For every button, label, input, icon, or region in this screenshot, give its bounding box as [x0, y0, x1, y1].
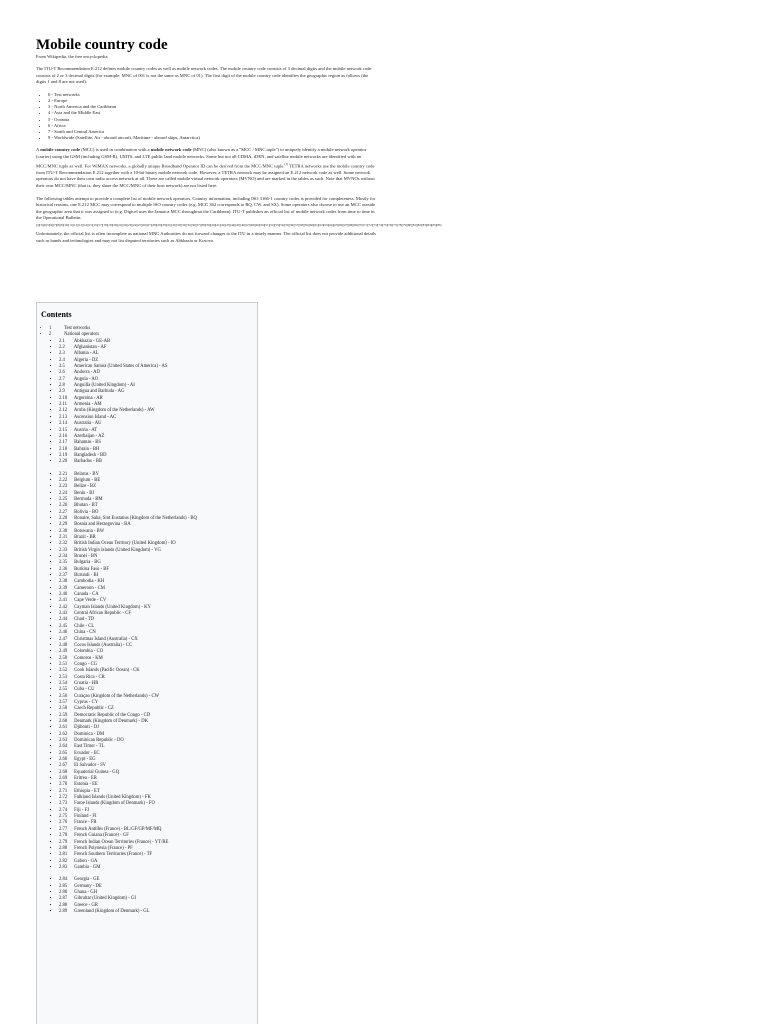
toc-item-label: Ecuador - EC	[74, 750, 100, 756]
reference-links[interactable]: [2][3][4][5][6][7][8][9][10][11][12][13][14][15][16][17][18][19][20][21][22][23][24][25][26][27][28][29][30][31][32][33][34][35][36][37][38][39][40][41][42][43][44][45][46][47][48][49][50][51][52][53][54][55][56][57][58][59][60][61][62][63][64][65][66][67][68][69][70][71][72][73][74][75][76][77][78][79][80][81][82][83][84][85][86]	[36, 222, 442, 227]
toc-item-label: Algeria - DZ	[73, 357, 99, 363]
toc-item-label: Comoros - KM	[74, 655, 103, 661]
toc-item-label: Chile - CL	[74, 623, 95, 629]
toc-item-number: 2.41	[59, 598, 68, 604]
toc-item-number: 2.39	[59, 585, 68, 591]
toc-item-label: Gibraltar (United Kingdom) - GI	[74, 896, 136, 902]
toc-item-number: 2.76	[59, 820, 68, 826]
toc-item-number: 2.37	[59, 573, 68, 579]
toc-item-number: 2.59	[59, 712, 68, 718]
region-item: • 2 - Europe	[48, 98, 376, 104]
toc-item-label: Andorra - AD	[73, 370, 100, 376]
toc-item-label: Ascension Island - AC	[73, 414, 117, 420]
toc-item-label: Gambia - GM	[74, 864, 101, 870]
toc-item-label: Dominica - DM	[74, 731, 105, 737]
toc-item-number: 2.50	[59, 655, 68, 661]
text-run: A	[36, 147, 41, 153]
toc-item-label: Czech Republic - CZ	[74, 706, 114, 712]
toc-item[interactable]	[49, 332, 257, 915]
toc-item-number: 2.40	[59, 592, 68, 598]
toc-item-number: 2.84	[59, 877, 68, 883]
toc-item-number: 2.67	[59, 763, 68, 769]
toc-item-number: 2.69	[59, 776, 68, 782]
toc-item-number: 2.47	[59, 636, 68, 642]
toc-item-number: 2.28	[59, 515, 68, 521]
toc-item-label: Burundi - BI	[74, 573, 99, 579]
bold-term-mnc[interactable]: mobile network code	[150, 147, 192, 153]
toc-item-number: 2.26	[59, 503, 68, 509]
toc-item-label: Democratic Republic of the Congo - CD	[74, 712, 151, 718]
toc-item-number: 2.18	[59, 446, 68, 452]
toc-item-number: 2.62	[59, 731, 68, 737]
toc-item-number: 2.3	[59, 351, 65, 357]
region-item: • 9 - Worldwide (Satellite, Air - aboard aircraft, Maritime - aboard ships, Antarctica)	[48, 135, 376, 141]
toc-item-label: Bahamas - BS	[74, 440, 101, 446]
toc-item-number: 2.82	[59, 858, 68, 864]
toc-item-label: Ghana - GH	[74, 889, 98, 895]
toc-item-label: French Southern Territories (France) - TF	[74, 852, 153, 858]
toc-item-label: Argentina - AR	[73, 395, 103, 401]
toc-item-number: 2.64	[59, 744, 68, 750]
toc-item-number: 2.53	[59, 674, 68, 680]
toc-item-label: Antigua and Barbuda - AG	[73, 389, 125, 395]
toc-item-number: 2.52	[59, 668, 68, 674]
toc-item-label: Afghanistan - AF	[73, 345, 107, 351]
toc-item-label: Colombia - CO	[74, 649, 104, 655]
toc-item-number: 2	[49, 332, 52, 338]
toc-item-number: 2.73	[59, 801, 68, 807]
toc-item-label: Faroe Islands (Kingdom of Denmark) - FO	[74, 801, 155, 807]
tables-paragraph	[36, 195, 442, 245]
toc-item-label: Djibouti - DJ	[74, 725, 99, 731]
toc-item[interactable]	[59, 909, 257, 915]
toc-item-label: French Polynesia (France) - PF	[74, 845, 133, 851]
toc-item-number: 2.31	[59, 535, 68, 540]
toc-item-label: Austria - AT	[73, 427, 98, 433]
text-run: (MCC) is used in combination with a	[80, 147, 151, 153]
toc-item-number: 2.30	[59, 528, 68, 534]
region-item: • 5 - Oceania	[48, 117, 376, 123]
toc-item-number: 2.86	[59, 889, 68, 895]
toc-item-label: National operators	[64, 332, 99, 338]
toc-item-number: 2.38	[59, 579, 68, 585]
text-run: Unfortunately, the official list is often incomplete as national MNC Authorities do not forward changes to the ITU in a timely manner. The official list does not provide additional details such as bands and technologies and may not list disputed territories such as Abkhazia or Kosovo.	[36, 231, 376, 243]
toc-item-number: 2.11	[59, 402, 68, 408]
toc-item-number: 2.25	[59, 496, 68, 502]
toc-item-label: French Indian Ocean Territories (France) - YT/RE	[74, 839, 169, 845]
toc-item-number: 2.13	[59, 414, 68, 420]
toc-item-label: China - CN	[74, 630, 96, 636]
toc-item-label: Cameroon - CM	[74, 585, 105, 591]
region-item: • 4 - Asia and the Middle East	[48, 110, 376, 116]
region-list	[36, 92, 376, 142]
toc-item-label: Brunei - BN	[74, 554, 98, 560]
toc-item-label: Christmas Island (Australia) - CX	[74, 636, 138, 642]
toc-item-label: Cayman Islands (United Kingdom) - KY	[74, 604, 151, 610]
mcc-paragraph	[36, 147, 376, 189]
toc-item-label: Brazil - BR	[74, 535, 96, 540]
toc-item-label: Belarus - BY	[74, 471, 99, 477]
region-item: • 6 - Africa	[48, 123, 376, 129]
toc-item-label: Belgium - BE	[74, 477, 101, 483]
toc-item-label: Greenland (Kingdom of Denmark) - GL	[74, 908, 150, 914]
toc-item-number: 2.35	[59, 560, 68, 566]
reference-link[interactable]: [1]	[284, 161, 288, 166]
toc-item-label: Georgia - GE	[74, 877, 100, 883]
toc-item-number: 2.54	[59, 680, 68, 686]
toc-item-label: El Salvador - SV	[74, 763, 107, 769]
toc-item-number: 2.89	[59, 908, 68, 914]
toc-item-number: 2.65	[59, 750, 68, 756]
toc-item-number: 2.17	[59, 440, 68, 446]
toc-item-label: Aruba (Kingdom of the Netherlands) - AW	[73, 408, 155, 414]
toc-item-number: 2.66	[59, 757, 68, 763]
toc-item-label: Falkland Islands (United Kingdom) - FK	[74, 795, 151, 801]
toc-item-label: Albania - AL	[73, 351, 99, 357]
toc-item-number: 2.61	[59, 725, 68, 731]
toc-item-label: Cocos Islands (Australia) - CC	[74, 642, 132, 648]
toc-item-label: Cyprus - CY	[74, 699, 99, 705]
toc-item-label: Australia - AU	[73, 421, 102, 427]
bold-term-mcc[interactable]: mobile country code	[40, 147, 81, 153]
toc-item-number: 2.56	[59, 693, 68, 699]
toc-item-label: Bosnia and Herzegovina - BA	[74, 522, 131, 528]
toc-item-label: Germany - DE	[74, 883, 102, 889]
toc-item-number: 2.49	[59, 649, 68, 655]
toc-item-number: 2.9	[59, 389, 65, 395]
text-run: TETRA networks use the mobile country code from ITU-T Recommendation E.212 together with a 10-bit binary mobile network code. However, a TETRA network may be assigned an E.212 network code as well. Some network operators do not have their own radio access network at all. These are called mobile virtual network operators (MVNO) and are marked in the tables as such. Note that MVNOs without their own MCC/MNC (that is, they share the MCC/MNC of their host network) are not listed here.	[36, 163, 375, 188]
toc-item-number: 2.36	[59, 566, 68, 572]
toc-item-number: 2.57	[59, 699, 68, 705]
toc-item-number: 2.74	[59, 807, 68, 813]
toc-item-label: Gabon - GA	[74, 858, 98, 864]
toc-item-number: 2.16	[59, 433, 68, 439]
toc-item-label: French Antilles (France) - BL/GF/GP/MF/MQ	[74, 826, 162, 832]
toc-item-number: 2.27	[59, 509, 68, 515]
toc-item-label: Dominican Republic - DO	[74, 738, 124, 743]
toc-item-number: 2.81	[59, 852, 68, 858]
toc-item-label: Equatorial Guinea - GQ	[74, 769, 120, 775]
toc-item-label: British Indian Ocean Territory (United Kingdom) - IO	[74, 541, 176, 547]
toc-item-label: Finland - FI	[74, 814, 97, 820]
toc-item-number: 2.6	[59, 370, 65, 376]
toc-item-label: Bangladesh - BD	[74, 452, 107, 458]
toc-item-number: 2.19	[59, 452, 68, 458]
toc-item-number: 2.20	[59, 459, 68, 465]
toc-item-number: 2.29	[59, 522, 68, 528]
article-body	[36, 36, 442, 244]
toc-item-label: Armenia - AM	[73, 402, 102, 408]
toc-item-label: Denmark (Kingdom of Denmark) - DK	[74, 718, 148, 724]
toc-item-number: 2.8	[59, 383, 65, 389]
toc-item-label: Bermuda - BM	[74, 496, 103, 502]
toc-item-label: Bhutan - BT	[74, 503, 98, 509]
toc-item-label: British Virgin Islands (United Kingdom) - VG	[74, 547, 161, 553]
toc-top-list	[41, 326, 257, 915]
toc-item-label: Bahrain - BH	[74, 446, 100, 452]
toc-item-label: France - FR	[74, 820, 97, 826]
toc-item-label: Cook Islands (Pacific Ocean) - CK	[74, 668, 140, 674]
toc-item-label: Benin - BJ	[74, 490, 95, 496]
toc-item-number: 2.63	[59, 738, 68, 743]
toc-item-number: 2.2	[59, 345, 65, 351]
toc-item-label: Botswana - BW	[74, 528, 105, 534]
toc-item-label: Chad - TD	[74, 617, 95, 623]
toc-item-label: Barbados - BB	[74, 459, 103, 465]
toc-item-label: American Samoa (United States of America) - AS	[73, 364, 168, 370]
toc-item-label: Ethiopia - ET	[74, 788, 100, 794]
toc-item-number: 2.7	[59, 376, 65, 382]
toc-item-label: French Guiana (France) - GF	[74, 833, 129, 839]
toc-item-label: Greece - GR	[74, 902, 98, 908]
toc-item-label: Azerbaijan - AZ	[73, 433, 105, 439]
toc-item-number: 2.33	[59, 547, 68, 553]
intro-paragraph: The ITU-T Recommendation E.212 defines mobile country codes as well as mobile network codes. The mobile country code consists of 3 decimal digits and the mobile network code consists of 2 or 3 decimal digits (for example: MNC of 001 is not the same as MNC of 01). The first digit of the mobile country code identifies the geographic region as follows (the digits 1 and 8 are not used):	[36, 66, 372, 85]
toc-item-label: Angola - AO	[73, 376, 99, 382]
toc-item-label: Fiji - FJ	[74, 807, 90, 813]
toc-item-number: 2.5	[59, 364, 65, 370]
toc-item-label: Bonaire, Saba, Sint Eustatius (Kingdom of the Netherlands) - BQ	[74, 515, 197, 521]
region-item: • 0 - Test networks	[48, 92, 376, 98]
page-title: Mobile country code	[36, 37, 168, 53]
toc-item-number: 2.75	[59, 814, 68, 820]
region-item: • 3 - North America and the Caribbean	[48, 104, 376, 110]
toc-item-label: Egypt - EG	[74, 757, 96, 763]
toc-item-number: 2.55	[59, 687, 68, 693]
toc-item-number: 2.85	[59, 883, 68, 889]
toc-item-number: 2.68	[59, 769, 68, 775]
toc-item-label: East Timor - TL	[74, 744, 105, 750]
toc-item-number: 2.22	[59, 477, 68, 483]
toc-item-label: Anguilla (United Kingdom) - AI	[73, 383, 135, 389]
toc-item-number: 2.4	[59, 357, 65, 363]
toc-item-label: Bulgaria - BG	[74, 560, 101, 566]
table-of-contents	[36, 302, 258, 1024]
toc-item-label: Cape Verde - CV	[74, 598, 107, 604]
toc-sublist	[49, 339, 257, 916]
text-run: The following tables attempt to provide a complete list of mobile network operators. Country information, including ISO 3166-1 country codes is provided for completeness. Mostly for historical reasons, one E.212 MCC may correspond to multiple ISO country codes (e.g. MCC 362 corresponds to BQ, CW, and SX). Some operators also choose to use an MCC outside the geographic area that it was assigned to (e.g. Digicel uses the Jamaica MCC throughout the Caribbean). ITU-T publishes an official list of mobile network codes from time to time in the Operational Bulletin.	[36, 195, 376, 221]
toc-item-number: 2.42	[59, 604, 68, 610]
toc-item-number: 2.79	[59, 839, 68, 845]
toc-item-label: Cambodia - KH	[74, 579, 105, 585]
toc-item-number: 2.60	[59, 718, 68, 724]
toc-item-number: 2.78	[59, 833, 68, 839]
toc-item-number: 2.58	[59, 706, 68, 712]
toc-item-label: Estonia - EE	[74, 782, 98, 788]
toc-item-number: 2.51	[59, 661, 68, 667]
toc-item-number: 2.21	[59, 471, 68, 477]
toc-item-number: 2.34	[59, 554, 68, 560]
toc-item-number: 2.87	[59, 896, 68, 902]
toc-item-label: Congo - CG	[74, 661, 98, 667]
toc-item-number: 2.43	[59, 611, 68, 617]
toc-item-number: 2.72	[59, 795, 68, 801]
toc-item-number: 2.45	[59, 623, 68, 629]
toc-item-label: Central African Republic - CF	[74, 611, 131, 617]
toc-item-number: 2.48	[59, 642, 68, 648]
toc-item-number: 2.32	[59, 541, 68, 547]
toc-item-number: 2.80	[59, 845, 68, 851]
toc-item-label: Burkina Faso - BF	[74, 566, 109, 572]
toc-item-number: 2.14	[59, 421, 68, 427]
toc-item-number: 2.24	[59, 490, 68, 496]
toc-item-label: Costa Rica - CR	[74, 674, 105, 680]
toc-item-number: 2.70	[59, 782, 68, 788]
toc-item-number: 2.71	[59, 788, 68, 794]
toc-item-label: Canada - CA	[74, 592, 99, 598]
toc-item-number: 2.88	[59, 902, 68, 908]
toc-item-number: 2.1	[59, 338, 65, 344]
toc-title: Contents	[41, 310, 72, 319]
toc-item-label: Croatia - HR	[74, 680, 99, 686]
toc-item-number: 2.46	[59, 630, 68, 636]
toc-item-number: 2.44	[59, 617, 68, 623]
toc-item-label: Belize - BZ	[74, 484, 97, 490]
toc-item-label: Eritrea - ER	[74, 776, 97, 782]
toc-item-number: 2.10	[59, 395, 68, 401]
toc-item-number: 2.12	[59, 408, 68, 414]
toc-item-label: Bolivia - BO	[74, 509, 99, 515]
toc-item-number: 1	[49, 326, 52, 331]
toc-item-label: Curaçao (Kingdom of the Netherlands) - CW	[74, 693, 160, 699]
toc-item-number: 2.83	[59, 864, 68, 870]
region-item: • 7 - South and Central America	[48, 129, 376, 135]
page-subtitle: From Wikipedia, the free encyclopedia	[36, 54, 108, 59]
toc-item-number: 2.15	[59, 427, 68, 433]
toc-item-label: Test networks	[64, 326, 91, 331]
toc-item-number: 2.77	[59, 826, 68, 832]
toc-item-label: Cuba - CU	[74, 687, 95, 693]
text-run: (MNC) (also known as a "MCC / MNC tuple") to uniquely identify a mobile network operator (carrier) using the GSM (including GSM-R), UMTS, and LTE public land mobile networks. Some but not all CDMA, iDEN, and satellite mobile networks are identified with an MCC/MNC tuple as well. For WiMAX networks, a globally unique Broadband Operator ID can be derived from the MCC/MNC tuple.	[36, 147, 367, 169]
toc-item-number: 2.23	[59, 484, 68, 490]
toc-item-label: Abkhazia - GE-AB	[73, 338, 111, 344]
